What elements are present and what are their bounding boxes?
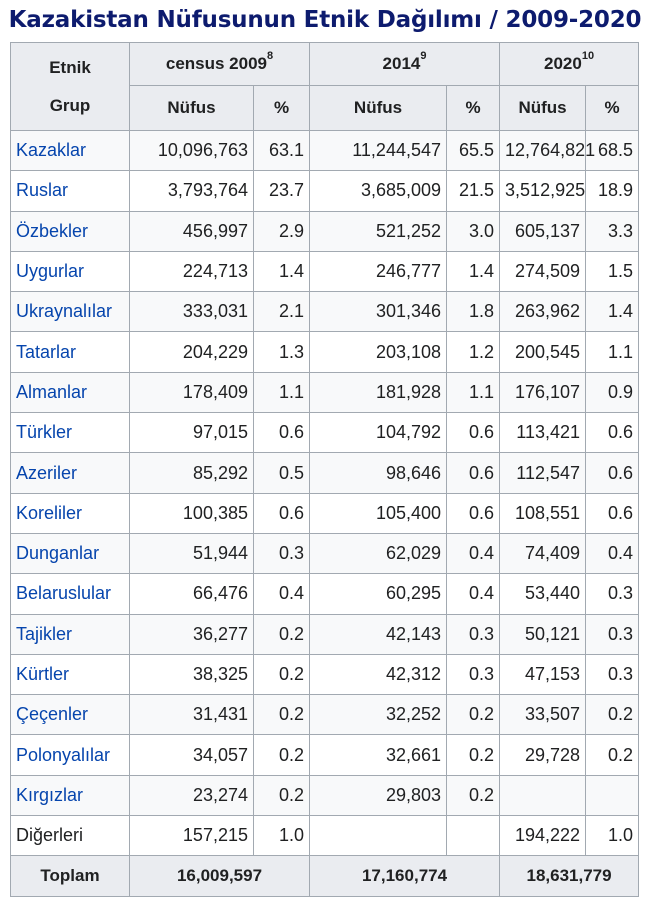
table-row — [11, 453, 639, 493]
cell-pc2009: 2.9 — [254, 211, 310, 251]
cell-pc2014: 0.6 — [447, 413, 500, 453]
cell-p2014: 301,346 — [310, 292, 447, 332]
cell-pc2009: 0.2 — [254, 735, 310, 775]
cell-pc2014: 1.4 — [447, 251, 500, 291]
cell-p2020: 274,509 — [500, 251, 586, 291]
ethnic-group-link[interactable]: Almanlar — [11, 372, 130, 412]
cell-pc2009: 1.1 — [254, 372, 310, 412]
table-row — [11, 211, 639, 251]
table-row — [11, 775, 639, 815]
table-row — [11, 292, 639, 332]
cell-pc2020: 0.6 — [586, 493, 639, 533]
cell-p2014: 32,661 — [310, 735, 447, 775]
ref-2009[interactable]: 8 — [267, 50, 274, 62]
ref-2014[interactable]: 9 — [420, 50, 427, 62]
cell-p2014: 181,928 — [310, 372, 447, 412]
cell-p2014: 3,685,009 — [310, 171, 447, 211]
ethnic-group-link[interactable]: Ukraynalılar — [11, 292, 130, 332]
ethnic-group-link[interactable]: Tajikler — [11, 614, 130, 654]
table-row — [11, 131, 639, 171]
cell-pc2014: 0.2 — [447, 775, 500, 815]
cell-p2014: 105,400 — [310, 493, 447, 533]
cell-p2020: 176,107 — [500, 372, 586, 412]
cell-p2020: 112,547 — [500, 453, 586, 493]
cell-pc2009: 0.5 — [254, 453, 310, 493]
ethnic-group-link[interactable]: Koreliler — [11, 493, 130, 533]
cell-pc2020: 0.3 — [586, 574, 639, 614]
cell-pc2020: 0.2 — [586, 735, 639, 775]
cell-pc2014: 1.8 — [447, 292, 500, 332]
header-ethnic-group: Etnik Grup — [11, 43, 130, 131]
cell-pc2009: 0.2 — [254, 695, 310, 735]
table-row — [11, 816, 639, 856]
cell-pc2020: 3.3 — [586, 211, 639, 251]
cell-pc2014: 0.2 — [447, 735, 500, 775]
table-row — [11, 533, 639, 573]
cell-pc2009: 0.6 — [254, 493, 310, 533]
cell-pc2009: 1.0 — [254, 816, 310, 856]
cell-pc2014: 65.5 — [447, 131, 500, 171]
total-label: Toplam — [11, 856, 130, 897]
total-2020: 18,631,779 — [500, 856, 639, 897]
cell-p2009: 97,015 — [130, 413, 254, 453]
cell-p2020: 3,512,925 — [500, 171, 586, 211]
cell-p2020: 200,545 — [500, 332, 586, 372]
total-2014: 17,160,774 — [310, 856, 500, 897]
ethnic-group-name: Diğerleri — [11, 816, 130, 856]
cell-p2020: 53,440 — [500, 574, 586, 614]
cell-p2009: 23,274 — [130, 775, 254, 815]
cell-p2014: 104,792 — [310, 413, 447, 453]
cell-p2014: 246,777 — [310, 251, 447, 291]
cell-p2014: 42,143 — [310, 614, 447, 654]
ethnic-group-link[interactable]: Tatarlar — [11, 332, 130, 372]
header-population-2020: Nüfus — [500, 86, 586, 131]
table-row — [11, 171, 639, 211]
cell-p2009: 3,793,764 — [130, 171, 254, 211]
header-percent-2014: % — [447, 86, 500, 131]
cell-pc2009: 0.2 — [254, 775, 310, 815]
header-population-2014: Nüfus — [310, 86, 447, 131]
header-2014: 2014$^9$ — [310, 43, 500, 86]
ethnic-group-link[interactable]: Kazaklar — [11, 131, 130, 171]
cell-p2009: 224,713 — [130, 251, 254, 291]
cell-p2020: 605,137 — [500, 211, 586, 251]
cell-p2014: 60,295 — [310, 574, 447, 614]
cell-pc2014: 1.2 — [447, 332, 500, 372]
ethnic-group-link[interactable]: Azeriler — [11, 453, 130, 493]
cell-p2014: 11,244,547 — [310, 131, 447, 171]
cell-p2020: 194,222 — [500, 816, 586, 856]
cell-pc2020 — [586, 775, 639, 815]
table-row — [11, 574, 639, 614]
table-row — [11, 251, 639, 291]
header-population-2009: Nüfus — [130, 86, 254, 131]
ethnic-group-link[interactable]: Dunganlar — [11, 533, 130, 573]
cell-p2014 — [310, 816, 447, 856]
cell-pc2009: 1.3 — [254, 332, 310, 372]
ethnic-group-link[interactable]: Polonyalılar — [11, 735, 130, 775]
ethnic-group-link[interactable]: Belaruslular — [11, 574, 130, 614]
table-row — [11, 413, 639, 453]
cell-pc2020: 1.1 — [586, 332, 639, 372]
total-2009: 16,009,597 — [130, 856, 310, 897]
table-row — [11, 735, 639, 775]
cell-pc2020: 18.9 — [586, 171, 639, 211]
table-row — [11, 372, 639, 412]
cell-p2009: 10,096,763 — [130, 131, 254, 171]
table-row — [11, 332, 639, 372]
ethnic-group-link[interactable]: Kürtler — [11, 654, 130, 694]
table-row — [11, 614, 639, 654]
ethnic-group-link[interactable]: Ruslar — [11, 171, 130, 211]
cell-pc2014: 21.5 — [447, 171, 500, 211]
cell-p2009: 204,229 — [130, 332, 254, 372]
cell-p2020: 50,121 — [500, 614, 586, 654]
cell-p2020: 74,409 — [500, 533, 586, 573]
cell-p2009: 85,292 — [130, 453, 254, 493]
cell-pc2009: 23.7 — [254, 171, 310, 211]
cell-pc2020: 0.4 — [586, 533, 639, 573]
cell-pc2014: 0.3 — [447, 654, 500, 694]
cell-pc2009: 1.4 — [254, 251, 310, 291]
cell-p2009: 100,385 — [130, 493, 254, 533]
table-row — [11, 654, 639, 694]
ethnic-group-link[interactable]: Özbekler — [11, 211, 130, 251]
ethnic-group-link[interactable]: Uygurlar — [11, 251, 130, 291]
cell-pc2014: 0.4 — [447, 533, 500, 573]
cell-pc2020: 0.3 — [586, 614, 639, 654]
ethnic-population-table — [10, 42, 639, 897]
cell-pc2014 — [447, 816, 500, 856]
cell-p2009: 51,944 — [130, 533, 254, 573]
cell-p2009: 38,325 — [130, 654, 254, 694]
cell-p2014: 62,029 — [310, 533, 447, 573]
cell-p2014: 42,312 — [310, 654, 447, 694]
total-row — [11, 856, 639, 897]
cell-p2014: 29,803 — [310, 775, 447, 815]
header-2020: 2020$^{10}$ — [500, 43, 639, 86]
cell-p2014: 32,252 — [310, 695, 447, 735]
cell-p2009: 34,057 — [130, 735, 254, 775]
cell-p2014: 98,646 — [310, 453, 447, 493]
cell-pc2009: 2.1 — [254, 292, 310, 332]
ref-2020[interactable]: 10 — [581, 50, 595, 62]
cell-pc2020: 0.3 — [586, 654, 639, 694]
cell-p2020: 47,153 — [500, 654, 586, 694]
cell-pc2009: 0.2 — [254, 654, 310, 694]
cell-pc2020: 1.0 — [586, 816, 639, 856]
cell-pc2020: 0.6 — [586, 453, 639, 493]
cell-p2009: 66,476 — [130, 574, 254, 614]
cell-p2020: 113,421 — [500, 413, 586, 453]
cell-pc2014: 0.6 — [447, 493, 500, 533]
cell-pc2014: 0.6 — [447, 453, 500, 493]
cell-p2009: 36,277 — [130, 614, 254, 654]
cell-pc2009: 0.6 — [254, 413, 310, 453]
cell-pc2020: 1.4 — [586, 292, 639, 332]
cell-p2020: 29,728 — [500, 735, 586, 775]
cell-p2014: 521,252 — [310, 211, 447, 251]
cell-pc2009: 0.3 — [254, 533, 310, 573]
cell-pc2020: 68.5 — [586, 131, 639, 171]
cell-pc2020: 0.9 — [586, 372, 639, 412]
cell-p2009: 157,215 — [130, 816, 254, 856]
table-row — [11, 493, 639, 533]
ethnic-group-link[interactable]: Çeçenler — [11, 695, 130, 735]
cell-p2009: 333,031 — [130, 292, 254, 332]
cell-pc2020: 0.6 — [586, 413, 639, 453]
header-percent-2020: % — [586, 86, 639, 131]
cell-p2020: 108,551 — [500, 493, 586, 533]
cell-p2020 — [500, 775, 586, 815]
ethnic-group-link[interactable]: Kırgızlar — [11, 775, 130, 815]
table-row — [11, 695, 639, 735]
cell-p2009: 31,431 — [130, 695, 254, 735]
header-census-2009: census 2009$^8$ — [130, 43, 310, 86]
cell-pc2009: 0.2 — [254, 614, 310, 654]
cell-p2020: 263,962 — [500, 292, 586, 332]
cell-pc2014: 1.1 — [447, 372, 500, 412]
cell-p2020: 33,507 — [500, 695, 586, 735]
cell-pc2009: 63.1 — [254, 131, 310, 171]
cell-p2009: 178,409 — [130, 372, 254, 412]
cell-p2014: 203,108 — [310, 332, 447, 372]
cell-pc2014: 0.4 — [447, 574, 500, 614]
ethnic-group-link[interactable]: Türkler — [11, 413, 130, 453]
cell-p2009: 456,997 — [130, 211, 254, 251]
header-percent-2009: % — [254, 86, 310, 131]
cell-pc2014: 3.0 — [447, 211, 500, 251]
cell-p2020: 12,764,821 — [500, 131, 586, 171]
cell-pc2009: 0.4 — [254, 574, 310, 614]
cell-pc2014: 0.3 — [447, 614, 500, 654]
cell-pc2014: 0.2 — [447, 695, 500, 735]
table-caption: Kazakistan Nüfusunun Etnik Dağılımı / 2009-2020 — [8, 7, 642, 33]
cell-pc2020: 1.5 — [586, 251, 639, 291]
cell-pc2020: 0.2 — [586, 695, 639, 735]
